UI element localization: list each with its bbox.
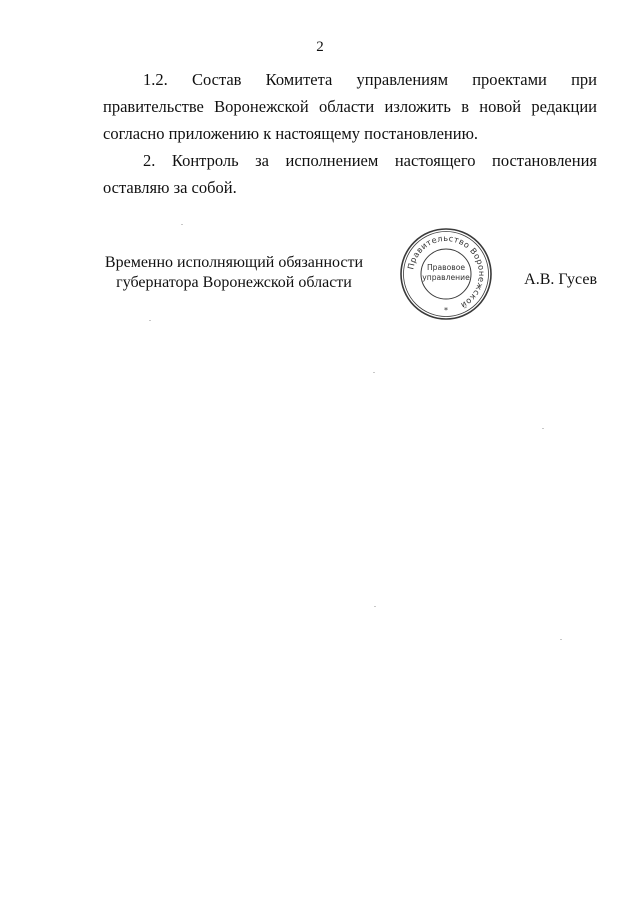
official-seal xyxy=(398,226,494,322)
scan-speck xyxy=(149,320,151,321)
scan-speck xyxy=(560,639,562,640)
scan-speck xyxy=(374,606,376,607)
scan-speck xyxy=(542,428,544,429)
seal-outer-text: Правительство Воронежской xyxy=(405,232,488,311)
signer-title xyxy=(103,253,365,293)
paragraph-1-2: 1.2. Состав Комитета управлениям проектами при правительстве Воронежской области изложить в новой редакции согласно приложению к настоящему постановлению. xyxy=(103,70,597,143)
signer-name: А.В. Гусев xyxy=(524,271,597,288)
seal-inner-line-1: Правовое xyxy=(426,263,466,272)
signer-title-line-1: Временно исполняющий обязанности xyxy=(104,254,364,271)
seal-star: * xyxy=(444,306,448,315)
seal-inner-line-2: управление xyxy=(422,273,470,282)
paragraph-2: 2. Контроль за исполнением настоящего постановления оставляю за собой. xyxy=(103,151,597,197)
page-number: 2 xyxy=(316,39,324,55)
scan-speck xyxy=(373,372,375,373)
document-body xyxy=(103,66,597,201)
signer-title-line-2: губернатора Воронежской области xyxy=(116,274,352,291)
signature-block xyxy=(103,232,597,323)
scan-speck xyxy=(181,224,183,225)
